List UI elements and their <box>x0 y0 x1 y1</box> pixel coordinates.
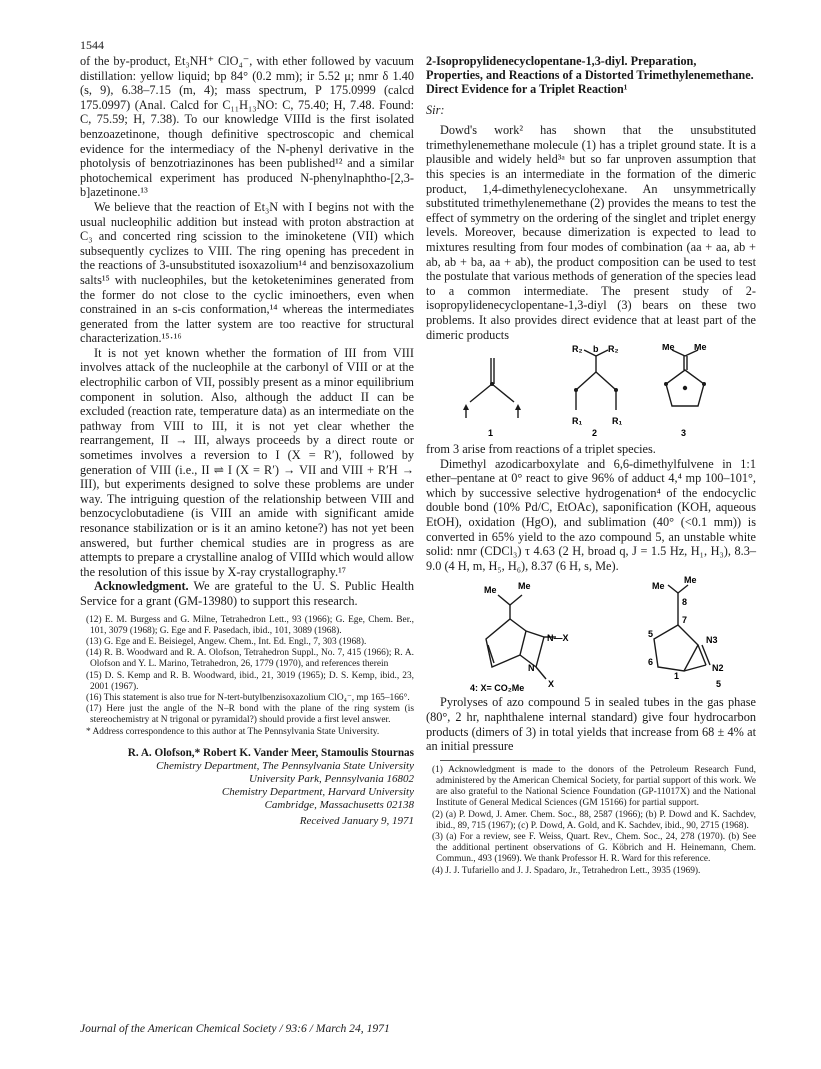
caption-structure-5: 5 <box>716 679 722 690</box>
footnote-4: (4) J. J. Tufariello and J. J. Spadaro, Jr., Tetrahedron Lett., 3935 (1969). <box>432 865 701 876</box>
label-structure-2: 2 <box>592 428 598 439</box>
left-column <box>80 54 414 828</box>
label-5-me-right: Me <box>684 575 697 586</box>
affiliation-2: University Park, Pennsylvania 16802 <box>249 773 414 786</box>
label-5-me-left: Me <box>652 581 665 592</box>
left-paragraph-2: We believe that the reaction of Et₃N with I begins not with the usual nucleophilic addition but instead with proton abstraction at C₃ and concerted ring scission to the iminoketene (VII) which subsequently cyclizes to VIII. The ring opening has precedent in the reactions of 3-unsubstituted isoxazolium¹⁴ and benzisoxazolium salts¹⁵ with nucleophiles, but the ketoketenimines generated from the former do not close to the cyclic iminoethers, even when constrained in an s-cis conformation,¹⁴ whereas the intermediates generated from the latter system are too reactive for structural characterization.¹⁵·¹⁶ <box>80 199 414 346</box>
footnote-16: (16) This statement is also true for N-tert-butylbenzisoxazolium ClO₄⁻, mp 165–166°. <box>86 692 410 703</box>
footnote-12: (12) E. M. Burgess and G. Milne, Tetrahedron Lett., 93 (1966); G. Ege, Chem. Ber., 101, 3079 (1968); G. Ege and F. Pasedach, ibid., 101, 3089 (1968). <box>86 614 414 636</box>
label-4-n-lower: N <box>528 663 535 674</box>
acknowledgment-text: We are grateful to the U. S. Public Health Service for a grant (GM-13980) to support this research. <box>80 579 414 608</box>
right-paragraph-4: Pyrolyses of azo compound 5 in sealed tubes in the gas phase (80°, 2 hr, naphthalene internal standard) give four hydrocarbon products (dimers of 3) in total yields that increase from 68 ± 4% at an initial pressure <box>426 695 756 754</box>
structures-1-2-3-figure <box>426 344 756 440</box>
label-b: b <box>593 344 599 355</box>
footnote-2: (2) (a) P. Dowd, J. Amer. Chem. Soc., 88, 2587 (1966); (b) P. Dowd and K. Sachdev, ibid., 89, 715 (1967); (c) P. Dowd, A. Gold, and K. Sachdev, ibid., 90, 2715 (1968). <box>432 809 756 831</box>
label-5-n3: N3 <box>706 635 718 646</box>
footnote-rule <box>440 760 560 761</box>
footnote-17: (17) Here just the angle of the N–R bond with the plane of the ring system (is stereochemistry at N trigonal or pyramidal?) should provide a first level answer. <box>86 704 414 726</box>
footnote-address: * Address correspondence to this author at The Pennsylvania State University. <box>86 726 380 737</box>
label-5-c1: 1 <box>674 671 680 682</box>
page-number: 1544 <box>80 38 104 52</box>
structures-4-5-figure <box>426 575 756 693</box>
caption-structure-4: 4: X= CO₂Me <box>470 683 525 694</box>
label-r1-right: R₁ <box>612 416 623 427</box>
left-footnotes <box>80 615 414 738</box>
footnote-14: (14) R. B. Woodward and R. A. Olofson, Tetrahedron Suppl., No. 7, 415 (1966); R. A. Olofson and Y. L. Marino, Tetrahedron, 26, 1779 (1970), and references therein <box>86 648 414 670</box>
label-4-n-x: N—X <box>547 633 569 644</box>
footnote-13: (13) G. Ege and E. Beisiegel, Angew. Chem., Int. Ed. Engl., 7, 303 (1968). <box>86 636 367 647</box>
label-me-right: Me <box>694 344 707 353</box>
label-4-x: X <box>548 679 555 690</box>
left-paragraph-3: It is not yet known whether the formation of III from VIII involves attack of the nucleophile at the carbonyl of VIII or at the electrophilic carbon of VII, possibly present as a minor equilibrium component in solution. Also, although the adduct II can be excluded (reaction rate, temperature data) as an intermediate on the pathway from VIII to III, it is not yet clear whether the rearrangement, II → III, always proceeds by a direct route or sometimes involves a reversion to I (X = R′), followed by generation of VIII (i.e., II ⇌ I (X = R′) → VII and VIII + R′H → III), but experiments designed to solve these problems are under way. The intriguing question of the relationship between VIII and benzocyclobutadiene (is VIII an amide with significant amide resonance stabilization or is it an amino ketone?) has not yet been answered, but further chemical studies are in progress as are attempts to prepare a crystalline analog of VIIId which would allow the resolution of this issue by X-ray crystallography.¹⁷ <box>80 345 414 579</box>
label-5-c8: 8 <box>682 597 688 608</box>
affiliation-4: Cambridge, Massachusetts 02138 <box>264 798 414 811</box>
right-footnotes <box>426 765 756 877</box>
label-r1-left: R₁ <box>572 416 583 427</box>
authors: R. A. Olofson,* Robert K. Vander Meer, Stamoulis Stournas <box>127 746 414 759</box>
right-paragraph-1: Dowd's work² has shown that the unsubstituted trimethylenemethane molecule (1) has a triplet ground state. It is a plausible and widely held³ᵃ but so far unproven assumption that this species is an intermediate in the formation of the dimeric product, 1,4-dimethylenecyclohexane. An unsymmetrically substituted trimethylenemethane (2) provides the means to test the effect of symmetry on the ordering of the singlet and triplet energy levels. Moreover, because dimerization is expected to lead to mixtures resulting from four modes of combination (aa + aa, ab + ab, ab + ba, aa + ab), the product composition can be used to test the postulate that various methods of generation of the species lead to a common intermediate. The present study of 2-isopropylidenecyclopentane-1,3-diyl (3) bears on these two problems. It also provides direct evidence that at least part of the dimeric products <box>426 123 756 342</box>
affiliation-3: Chemistry Department, Harvard University <box>221 785 414 798</box>
affiliation-1: Chemistry Department, The Pennsylvania State University <box>156 760 414 773</box>
label-5-c6: 6 <box>648 657 654 668</box>
label-r2-left: R₂ <box>572 344 583 355</box>
footnote-3: (3) (a) For a review, see F. Weiss, Quart. Rev., Chem. Soc., 24, 278 (1970). (b) See the additional pertinent observations of G. Köbrich and H. Heinemann, Chem. Commun., 493 (1969). We thank Professor H. R. Ward for this reference. <box>432 832 756 865</box>
label-4-me-right: Me <box>518 581 531 592</box>
label-4-me-left: Me <box>484 585 497 596</box>
right-paragraph-3: Dimethyl azodicarboxylate and 6,6-dimethylfulvene in 1:1 ether–pentane at 0° react to give 96% of adduct 4,⁴ mp 100–101°, which by successive selective hydrogenation⁴ of the endocyclic double bond (10% Pd/C, EtOAc), saponification (KOH, aqueous EtOH), oxidation (HgO), and sublimation (40° (<0.1 mm)) is converted in 65% yield to the azo compound 5, an unstable white solid: nmr (CDCl₃) τ 4.63 (2 H, broad q, J = 1.5 Hz, H₁, H₃), 8.3–9.0 (4 H, m, H₅, H₆), 8.37 (6 H, s, Me). <box>426 456 756 573</box>
left-paragraph-1: of the by-product, Et₃NH⁺ ClO₄⁻, with ether followed by vacuum distillation: yellow liquid; bp 84° (0.2 mm); ir 5.52 μ; nmr δ 1.40 (s, 9), 6.38–7.15 (m, 4); mass spectrum, P 175.0999 (calcd 175.0997) (Anal. Calcd for C₁₁H₁₃NO: C, 75.40; H, 7.48. Found: C, 75.59; H, 7.38). To our knowledge VIIId is the first isolated benzoazetinone, though definitive spectroscopic and chemical evidence for the intermediacy of the N-phenyl derivative in the photolysis of benzotriazinones has been published¹² and a similar photochemical experiment has produced N-phenylnaphtho-[2,3-b]azetinone.¹³ <box>80 54 414 200</box>
label-5-c5: 5 <box>648 629 654 640</box>
label-5-n2: N2 <box>712 663 724 674</box>
label-structure-1: 1 <box>488 428 494 439</box>
article-title: 2-Isopropylidenecyclopentane-1,3-diyl. Preparation, Properties, and Reactions of a Distorted Trimethylenemethane. Direct Evidence for a Triplet Reaction¹ <box>426 54 754 97</box>
right-column <box>426 54 756 877</box>
footnote-1: (1) Acknowledgment is made to the donors of the Petroleum Research Fund, administered by the American Chemical Society, for partial support of this work. We are also grateful to the National Science Foundation (GP-11017X) and the National Institute of General Medical Sciences (GM 15166) for partial support. <box>432 764 756 809</box>
acknowledgment-heading: Acknowledgment. <box>94 579 189 594</box>
received-date: Received January 9, 1971 <box>299 814 414 827</box>
label-me-left: Me <box>662 344 675 353</box>
footnote-15: (15) D. S. Kemp and R. B. Woodward, ibid., 21, 3019 (1965); D. S. Kemp, ibid., 23, 2001 (1967). <box>86 670 414 692</box>
acknowledgment <box>80 579 414 608</box>
label-r2-right: R₂ <box>608 344 619 355</box>
right-paragraph-2: from 3 arise from reactions of a triplet species. <box>426 442 656 457</box>
label-5-c7: 7 <box>682 615 688 626</box>
journal-footer: Journal of the American Chemical Society / 93:6 / March 24, 1971 <box>80 1022 390 1035</box>
label-structure-3: 3 <box>681 428 687 439</box>
salutation: Sir: <box>426 102 445 117</box>
